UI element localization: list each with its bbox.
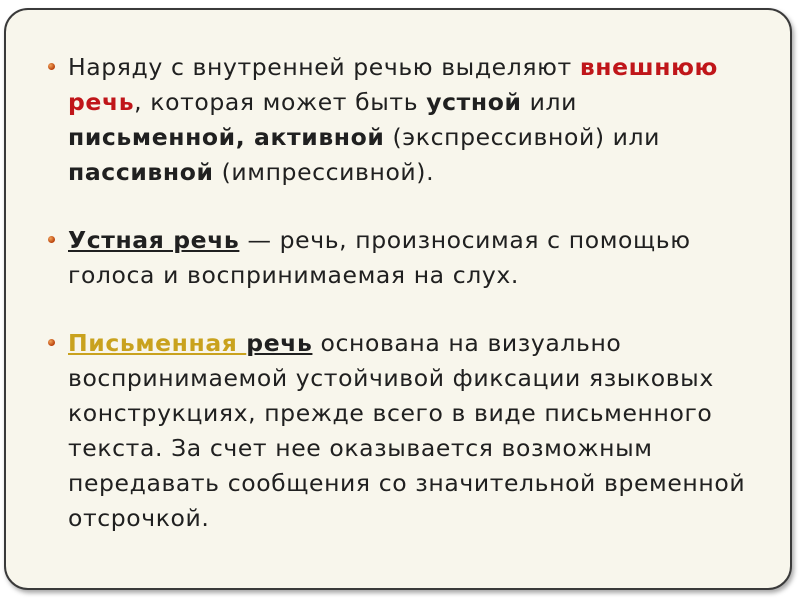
text: Наряду с внутренней речью выделяют — [68, 53, 580, 81]
paragraph-oral-speech — [48, 223, 748, 293]
term-external-speech: внешнюю речь — [68, 53, 718, 116]
bullet-icon — [48, 339, 55, 346]
slide-content — [48, 50, 748, 536]
paragraph-speech-types — [48, 50, 748, 190]
term-written-active: письменной, активной — [68, 123, 385, 151]
bullet-icon — [48, 236, 55, 243]
definition-text: — речь, произносимая с помощью голоса и воспринимаемая на слух. — [68, 226, 691, 289]
term-oral: устной — [426, 88, 522, 116]
text: , которая может быть — [134, 88, 427, 116]
term-passive: пассивной — [68, 158, 214, 186]
text: (импрессивной). — [213, 158, 435, 186]
term-speech: речь — [246, 329, 313, 357]
definition-text: основана на визуально воспринимаемой устойчивой фиксации языковых конструкциях, прежде всего в виде письменного текста. За счет нее оказывается возможным передавать сообщения со значительной временной отсрочкой. — [68, 329, 746, 532]
term-oral-speech: Устная речь — [68, 226, 240, 254]
slide-frame — [4, 8, 792, 590]
bullet-icon — [48, 63, 55, 70]
text: (экспрессивной) или — [384, 123, 661, 151]
text: или — [521, 88, 577, 116]
paragraph-written-speech — [48, 326, 748, 536]
term-written: Письменная — [68, 329, 247, 357]
